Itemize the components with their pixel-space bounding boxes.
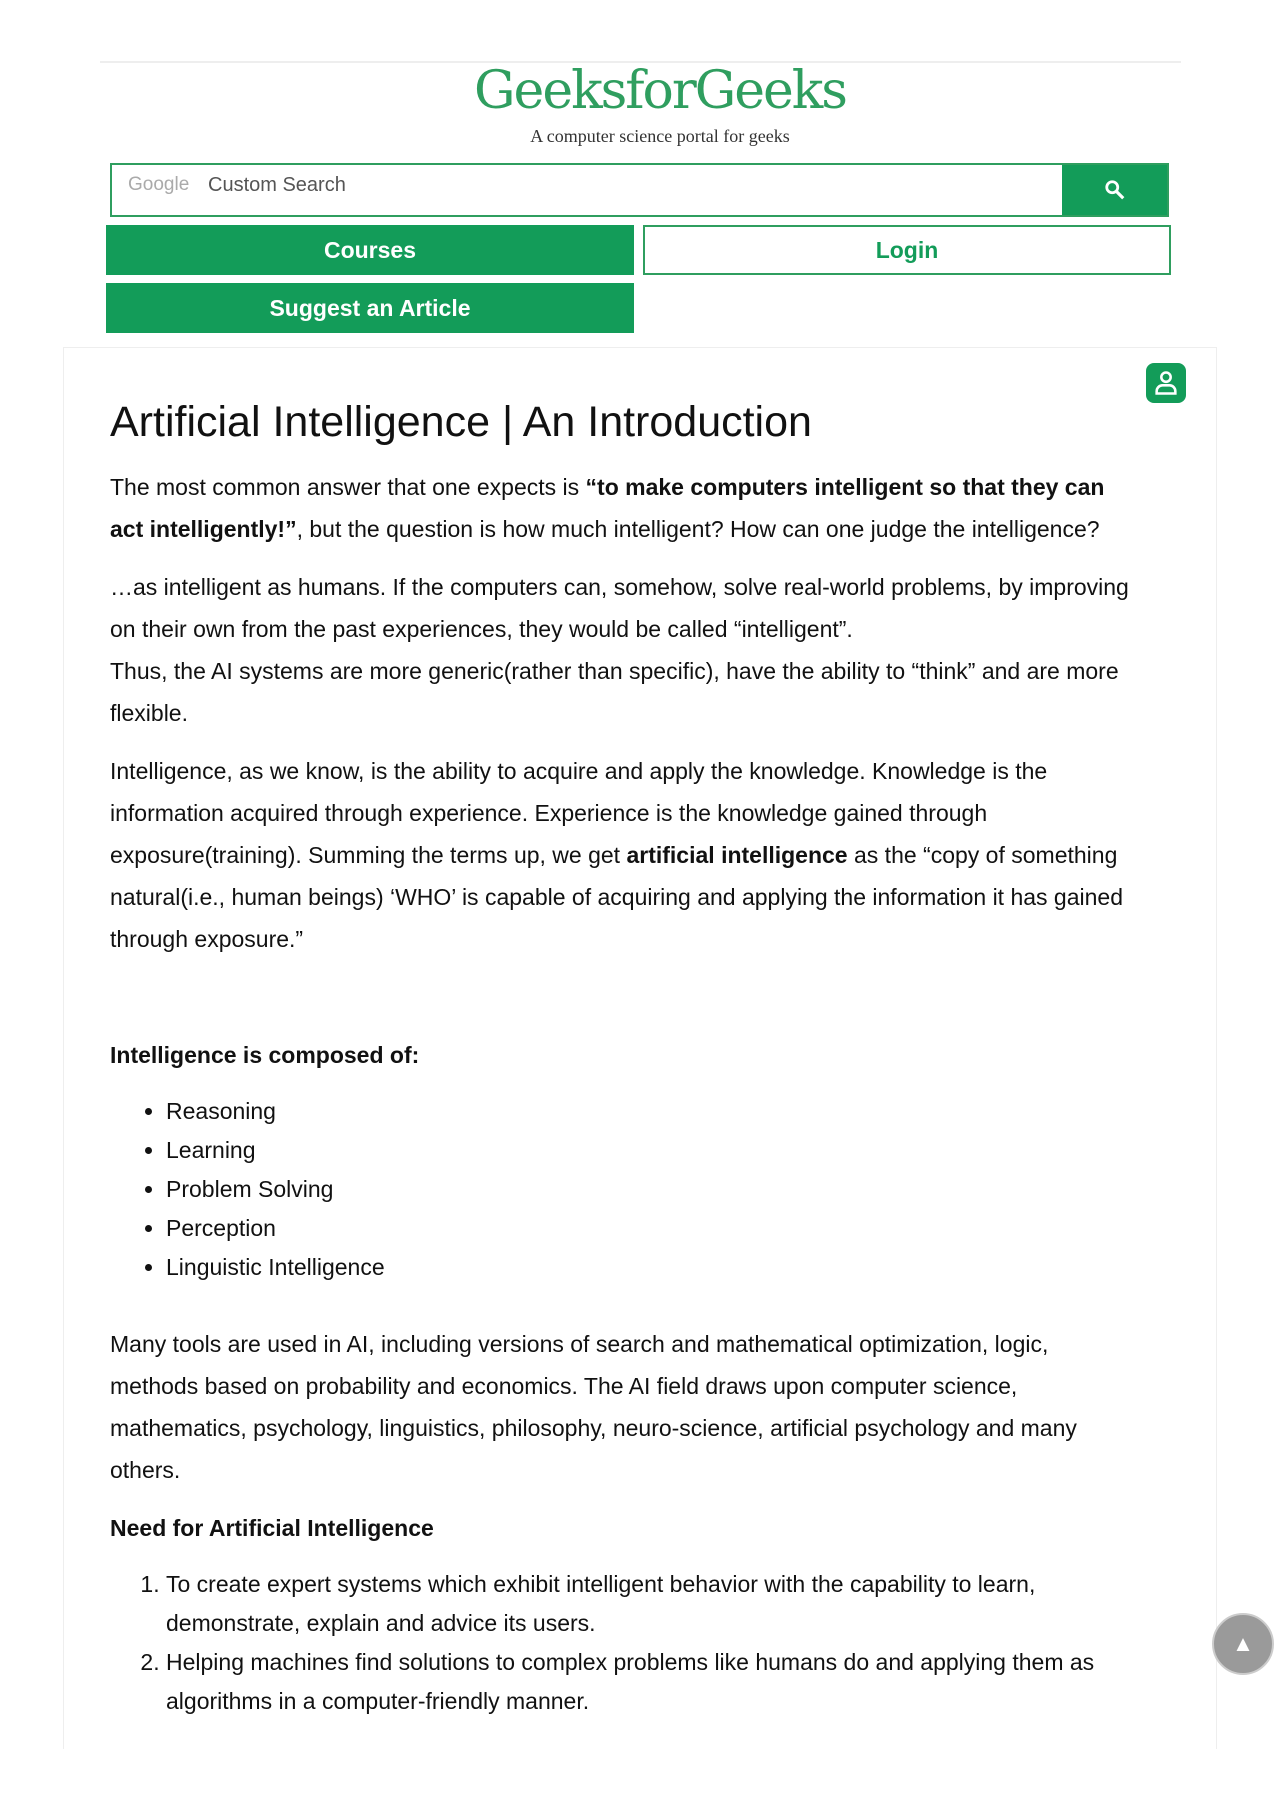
section-heading [110, 1507, 1140, 1549]
search-bar [110, 163, 1169, 217]
composed-list [166, 1092, 1140, 1287]
list-item: 1. To create expert systems which exhibit intelligent behavior with the capability to learn, demonstrate, explain and advice its users. [166, 1565, 1140, 1643]
bold-text: artificial intelligence [626, 842, 848, 868]
need-list [166, 1565, 1140, 1721]
text: The most common answer that one expects is [110, 474, 586, 500]
text: …as intelligent as humans. If the computers can, somehow, solve real-world problems, by improving on their own from the past experiences, they would be called “intelligent”. [110, 574, 1129, 642]
logo[interactable]: GeeksforGeeks [474, 61, 846, 121]
paragraph: Many tools are used in AI, including versions of search and mathematical optimization, logic, methods based on probability and economics. The AI field draws upon computer science, mathematics, psychology, linguistics, philosophy, neuro-science, artificial psychology and many others. [110, 1331, 1077, 1483]
section-heading [110, 1034, 1140, 1076]
user-profile-button[interactable] [1146, 363, 1186, 403]
list-item: • Perception [166, 1209, 1140, 1248]
suggest-article-button[interactable]: Suggest an Article [106, 283, 634, 333]
bold-text: “to make computers intelligent so that they can act intelligently!” [110, 474, 1105, 542]
search-placeholder: Custom Search [208, 174, 346, 196]
list-item: • Learning [166, 1131, 1140, 1170]
login-button[interactable]: Login [643, 225, 1171, 275]
google-brand: Google [128, 174, 190, 195]
article-content [110, 392, 1140, 1737]
arrow-up-icon: ▲ [1232, 1631, 1254, 1656]
text: Intelligence, as we know, is the ability to acquire and apply the knowledge. Knowledge is the information acquired through experience. Experience is the knowledge gained through exposure(training). Summing the terms up, we get [110, 758, 1048, 868]
heading-text: Intelligence is composed of: [110, 1042, 420, 1068]
list-item: 2. Helping machines find solutions to complex problems like humans do and applying them as algorithms in a computer-friendly manner. [166, 1643, 1140, 1721]
user-icon [1152, 369, 1180, 397]
tagline: A computer science portal for geeks [530, 126, 790, 146]
list-item: • Problem Solving [166, 1170, 1140, 1209]
paragraph [110, 566, 1140, 734]
paragraph [110, 750, 1140, 960]
list-item: • Reasoning [166, 1092, 1140, 1131]
paragraph [110, 466, 1140, 550]
list-item: • Linguistic Intelligence [166, 1248, 1140, 1287]
courses-button[interactable]: Courses [106, 225, 634, 275]
article-title: Artificial Intelligence | An Introduction [110, 398, 812, 446]
heading-text: Need for Artificial Intelligence [110, 1515, 434, 1541]
text: Thus, the AI systems are more generic(rather than specific), have the ability to “think” and are more flexible. [110, 658, 1119, 726]
search-icon [1104, 179, 1126, 201]
text: , but the question is how much intelligent? How can one judge the intelligence? [296, 516, 1100, 542]
search-button[interactable] [1062, 165, 1167, 215]
text: as the “copy of something natural(i.e., human beings) ‘WHO’ is capable of acquiring and applying the information it has gained through exposure.” [110, 842, 1123, 952]
back-to-top-button[interactable] [1212, 1613, 1274, 1675]
